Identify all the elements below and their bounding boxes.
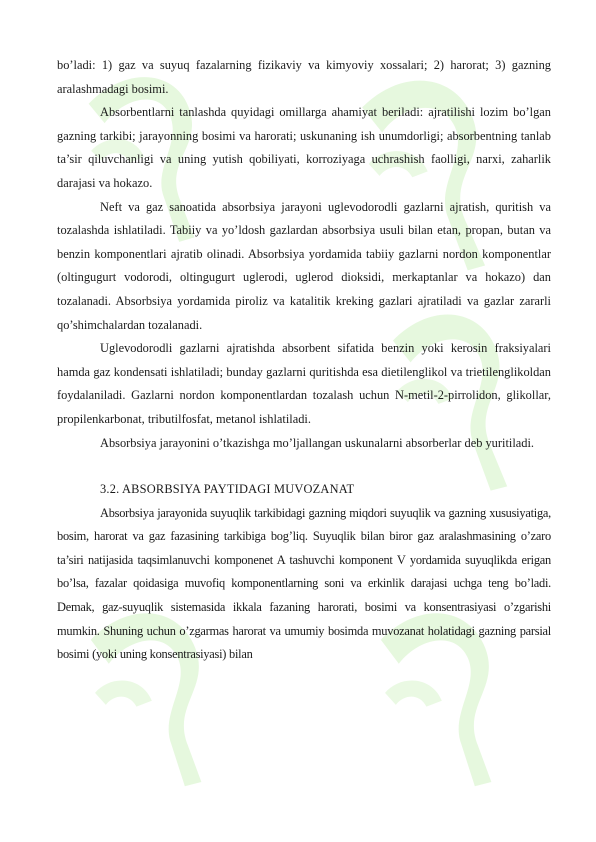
document-page: [57, 54, 551, 667]
section-heading: 3.2. ABSORBSIYA PAYTIDAGI MUVOZANAT: [100, 482, 355, 497]
paragraph: Absorbsiya jarayonini o’tkazishga mo’ljallangan uskunalarni absorberlar deb yuritiladi.: [100, 435, 535, 450]
paragraph: Uglevodorodli gazlarni ajratishda absorbent sifatida benzin yoki kerosin fraksiyalari hamda gaz kondensati ishlatiladi; bunday gazlarni quritishda esa dietilenglikol va trietilenglikoldan foydalaniladi. Gazlarni nordon komponentlardan tozalash uchun N-metil-2-pirrolidon, glikollar, propilenkarbonat, tributilfosfat, metanol ishlatiladi.: [57, 341, 551, 426]
paragraph: bo’ladi: 1) gaz va suyuq fazalarning fizikaviy va kimyoviy xossalari; 2) harorat; 3) gazning aralashmadagi bosimi.: [57, 58, 551, 96]
paragraph: Absorbsiya jarayonida suyuqlik tarkibidagi gazning miqdori suyuqlik va gazning xususiyatiga, bosim, harorat va gaz fazasining tarkibiga bog’liq. Suyuqlik bilan biror gaz aralashmasining o’zaro ta’siri natijasida taqsimlanuvchi komponenet A tashuvchi komponent V yordamida suyuqlikda erigan bo’lsa, fazalar qoidasiga muvofiq komponentlarning soni va erkinlik darajasi uchga teng bo’ladi. Demak, gaz-suyuqlik sistemasida ikkala fazaning harorati, bosimi va konsentrasiyasi o’zgarishi mumkin. Shuning uchun o’zgarmas harorat va umumiy bosimda muvozanat holatidagi gazning parsial bosimi (yoki uning konsentrasiyasi) bilan: [57, 505, 551, 662]
paragraph: Absorbentlarni tanlashda quyidagi omillarga ahamiyat beriladi: ajratilishi lozim bo’lgan gazning tarkibi; jarayonning bosimi va harorati; uskunaning ish unumdorligi; absorbentning tanlab ta’sir qiluvchanligi va uning yutish qobiliyati, korroziyaga uchrashish faolligi, narxi, zaharlik darajasi va hokazo.: [57, 105, 551, 190]
paragraph: Neft va gaz sanoatida absorbsiya jarayoni uglevodorodli gazlarni ajratish, quritish va tozalashda ishlatiladi. Tabiiy va yo’ldosh gazlardan absorbsiya usuli bilan etan, propan, butan va benzin komponentlari ajratib olinadi. Absorbsiya yordamida tabiiy gazlarni nordon komponentlar (oltingugurt vodorodi, oltingugurt uglerodi, uglerod dioksidi, merkaptanlar va hokazo) dan tozalanadi. Absorbsiya yordamida piroliz va katalitik kreking gazlari ajratiladi va gazlar zararli qo’shimchalardan tozalanadi.: [57, 199, 551, 332]
